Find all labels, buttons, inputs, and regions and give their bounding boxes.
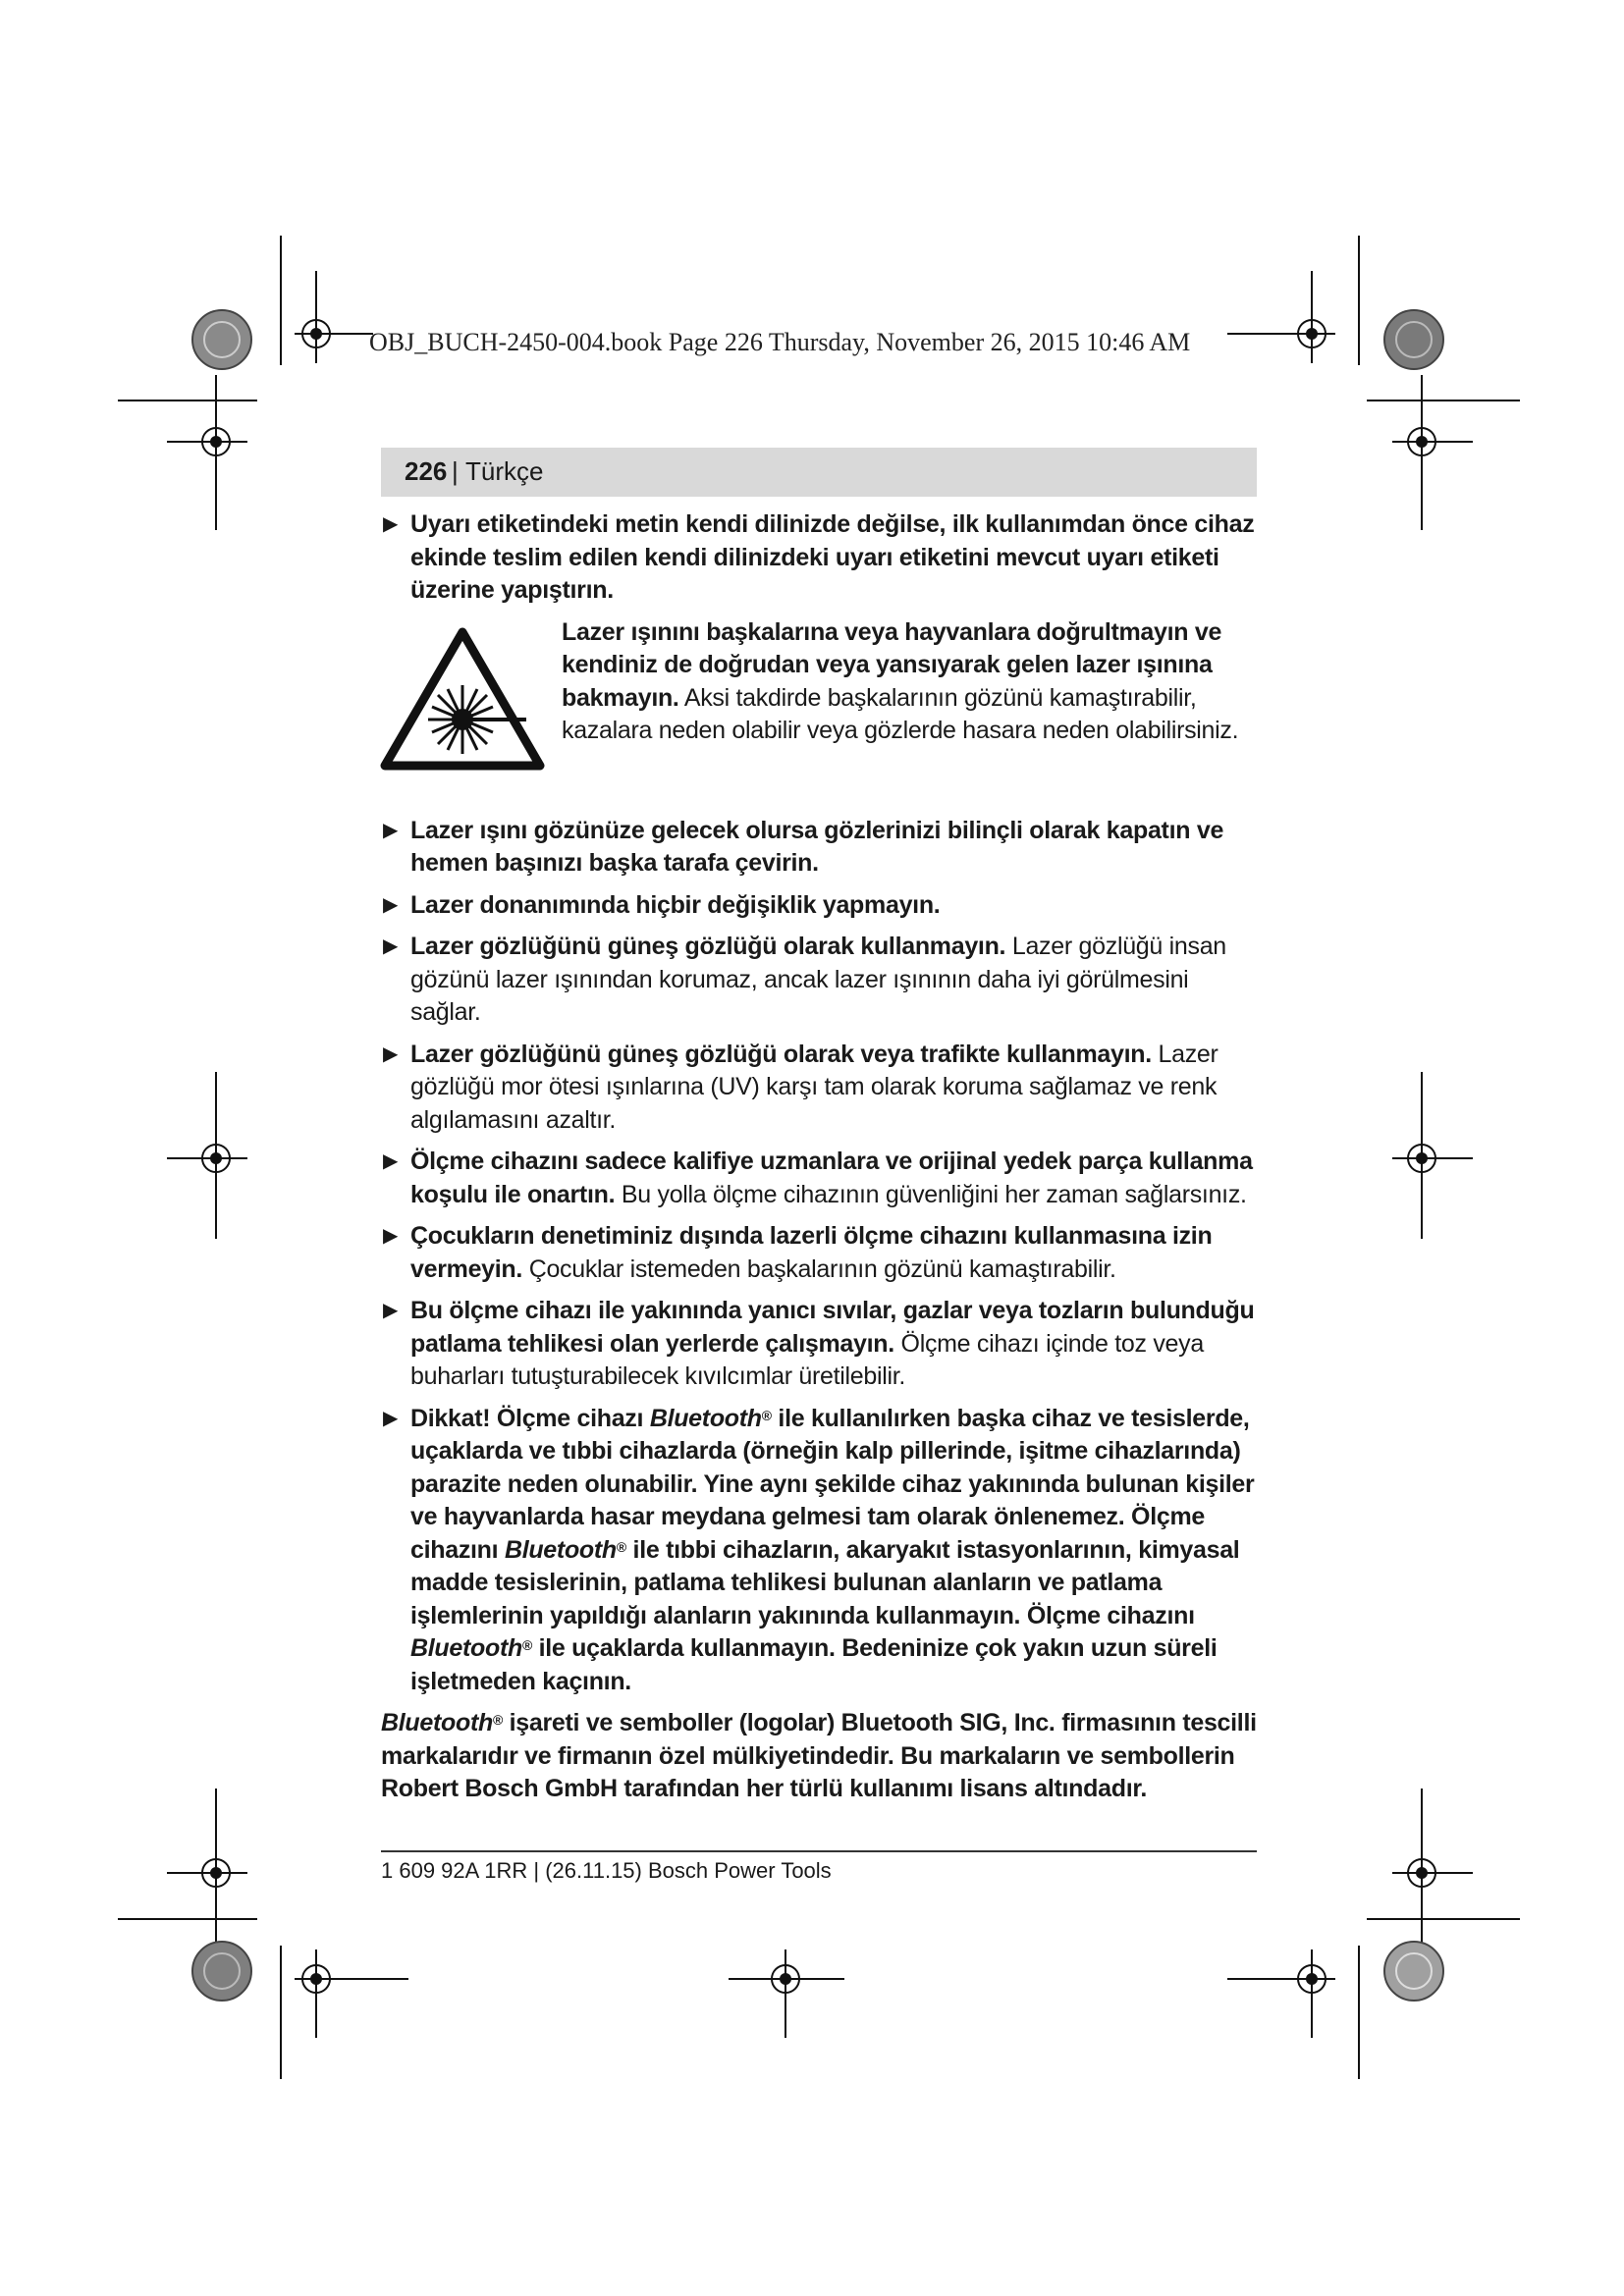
print-slug: OBJ_BUCH-2450-004.book Page 226 Thursday, November 26, 2015 10:46 AM bbox=[369, 328, 1191, 356]
safety-item: ▶ Ölçme cihazını sadece kalifiye uzmanlara ve orijinal yedek parça kullanma koşulu ile onartın. Bu yolla ölçme cihazının güvenliğini her zaman sağlarsınız. bbox=[383, 1148, 1253, 1208]
trademark-notice: Bluetooth® işareti ve semboller (logolar) Bluetooth SIG, Inc. firmasının tescilli markalarıdır ve firmanın özel mülkiyetindedir. Bu markaların ve sembollerin Robert Bosch GmbH tarafından her türlü kullanımı lisans altındadır. bbox=[381, 1709, 1257, 1802]
document-date: (26.11.15) bbox=[545, 1858, 642, 1883]
bluetooth-safety-item: ▶ Dikkat! Ölçme cihazı Bluetooth® ile kullanılırken başka cihaz ve tesislerde, uçaklarda ve tıbbi cihazlarda (örneğin kalp pillerinde, işitme cihazlarında) parazite neden olunabilir. Yine aynı şekilde cihaz yakınında bulunan kişiler ve hayvanlarda hasar meydana gelmesi tam olarak önlenemez. Ölçme cihazını Bluetooth® ile tıbbi cihazların, akaryakıt istasyonlarının, kimyasal madde tesislerinin, patlama tehlikesi bulunan alanların ve patlama işlemlerinin yapıldığı alanların yakınında kullanmayın. Ölçme cihazını Bluetooth® ile uçaklarda kullanmayın. Bedeninize çok yakın uzun süreli işletmeden kaçının. bbox=[383, 1404, 1255, 1695]
bluetooth-mark: Bluetooth bbox=[649, 1404, 762, 1432]
safety-item: ▶ Lazer ışını gözünüze gelecek olursa gözlerinizi bilinçli olarak kapatın ve hemen başınızı başka tarafa çevirin. bbox=[383, 816, 1224, 877]
laser-warning-block bbox=[381, 616, 1257, 764]
laser-warning-icon bbox=[379, 626, 546, 774]
document-code: 1 609 92A 1RR bbox=[381, 1858, 528, 1883]
footer-rule bbox=[381, 1850, 1257, 1852]
safety-item bbox=[381, 508, 1257, 608]
main-content bbox=[381, 508, 1257, 1806]
safety-item: ▶ Bu ölçme cihazı ile yakınında yanıcı sıvılar, gazlar veya tozların bulunduğu patlama tehlikesi olan yerlerde çalışmayın. Ölçme cihazı içinde toz veya buharları tutuşturabilecek kıvılcımlar üretilebilir. bbox=[383, 1297, 1255, 1390]
bullet-triangle-icon: ▶ bbox=[383, 1225, 399, 1247]
item-bold-text: Uyarı etiketindeki metin kendi dilinizde değilse, ilk kullanımdan önce cihaz ekinde teslim edilen kendi dilinizdeki uyarı etiketini mevcut uyarı etiketi üzerine yapıştırın. bbox=[410, 510, 1255, 604]
bullet-triangle-icon: ▶ bbox=[383, 819, 399, 841]
header-separator: | bbox=[452, 456, 459, 486]
section-language: Türkçe bbox=[465, 456, 544, 486]
page-footer: 1 609 92A 1RR | (26.11.15) Bosch Power Tools bbox=[381, 1858, 832, 1883]
bullet-triangle-icon: ▶ bbox=[383, 1150, 399, 1172]
laser-warning-text: Lazer ışınını başkalarına veya hayvanlara doğrultmayın ve kendiniz de doğrudan veya yansıyarak gelen lazer ışınına bakmayın. Aksi takdirde başkalarının gözünü kamaştırabilir, kazalara neden olabilir veya gözlerde hasara neden olabilirsiniz. bbox=[562, 617, 1239, 744]
bullet-triangle-icon: ▶ bbox=[383, 1042, 399, 1065]
bullet-triangle-icon: ▶ bbox=[383, 893, 399, 916]
bullet-triangle-icon: ▶ bbox=[383, 1300, 399, 1321]
bullet-triangle-icon: ▶ bbox=[383, 935, 399, 957]
page-number: 226 bbox=[405, 456, 448, 486]
safety-item: ▶ Lazer donanımında hiçbir değişiklik yapmayın. bbox=[381, 889, 1257, 923]
brand-name: Bosch Power Tools bbox=[647, 1858, 832, 1883]
bluetooth-mark: Bluetooth bbox=[381, 1709, 493, 1736]
safety-item: ▶ Çocukların denetiminiz dışında lazerli ölçme cihazını kullanmasına izin vermeyin. Çocuklar istemeden başkalarının gözünü kamaştırabilir. bbox=[383, 1222, 1213, 1283]
safety-item: ▶ Lazer gözlüğünü güneş gözlüğü olarak kullanmayın. Lazer gözlüğü insan gözünü lazer ışınından korumaz, ancak lazer ışınının daha iyi görülmesini sağlar. bbox=[383, 933, 1226, 1026]
bullet-triangle-icon: ▶ bbox=[383, 513, 399, 535]
page-header bbox=[381, 448, 1257, 497]
bullet-triangle-icon: ▶ bbox=[383, 1407, 399, 1429]
safety-item: ▶ Lazer gözlüğünü güneş gözlüğü olarak veya trafikte kullanmayın. Lazer gözlüğü mor ötesi ışınlarına (UV) karşı tam olarak koruma sağlamaz ve renk algılamasını azaltır. bbox=[383, 1040, 1218, 1134]
